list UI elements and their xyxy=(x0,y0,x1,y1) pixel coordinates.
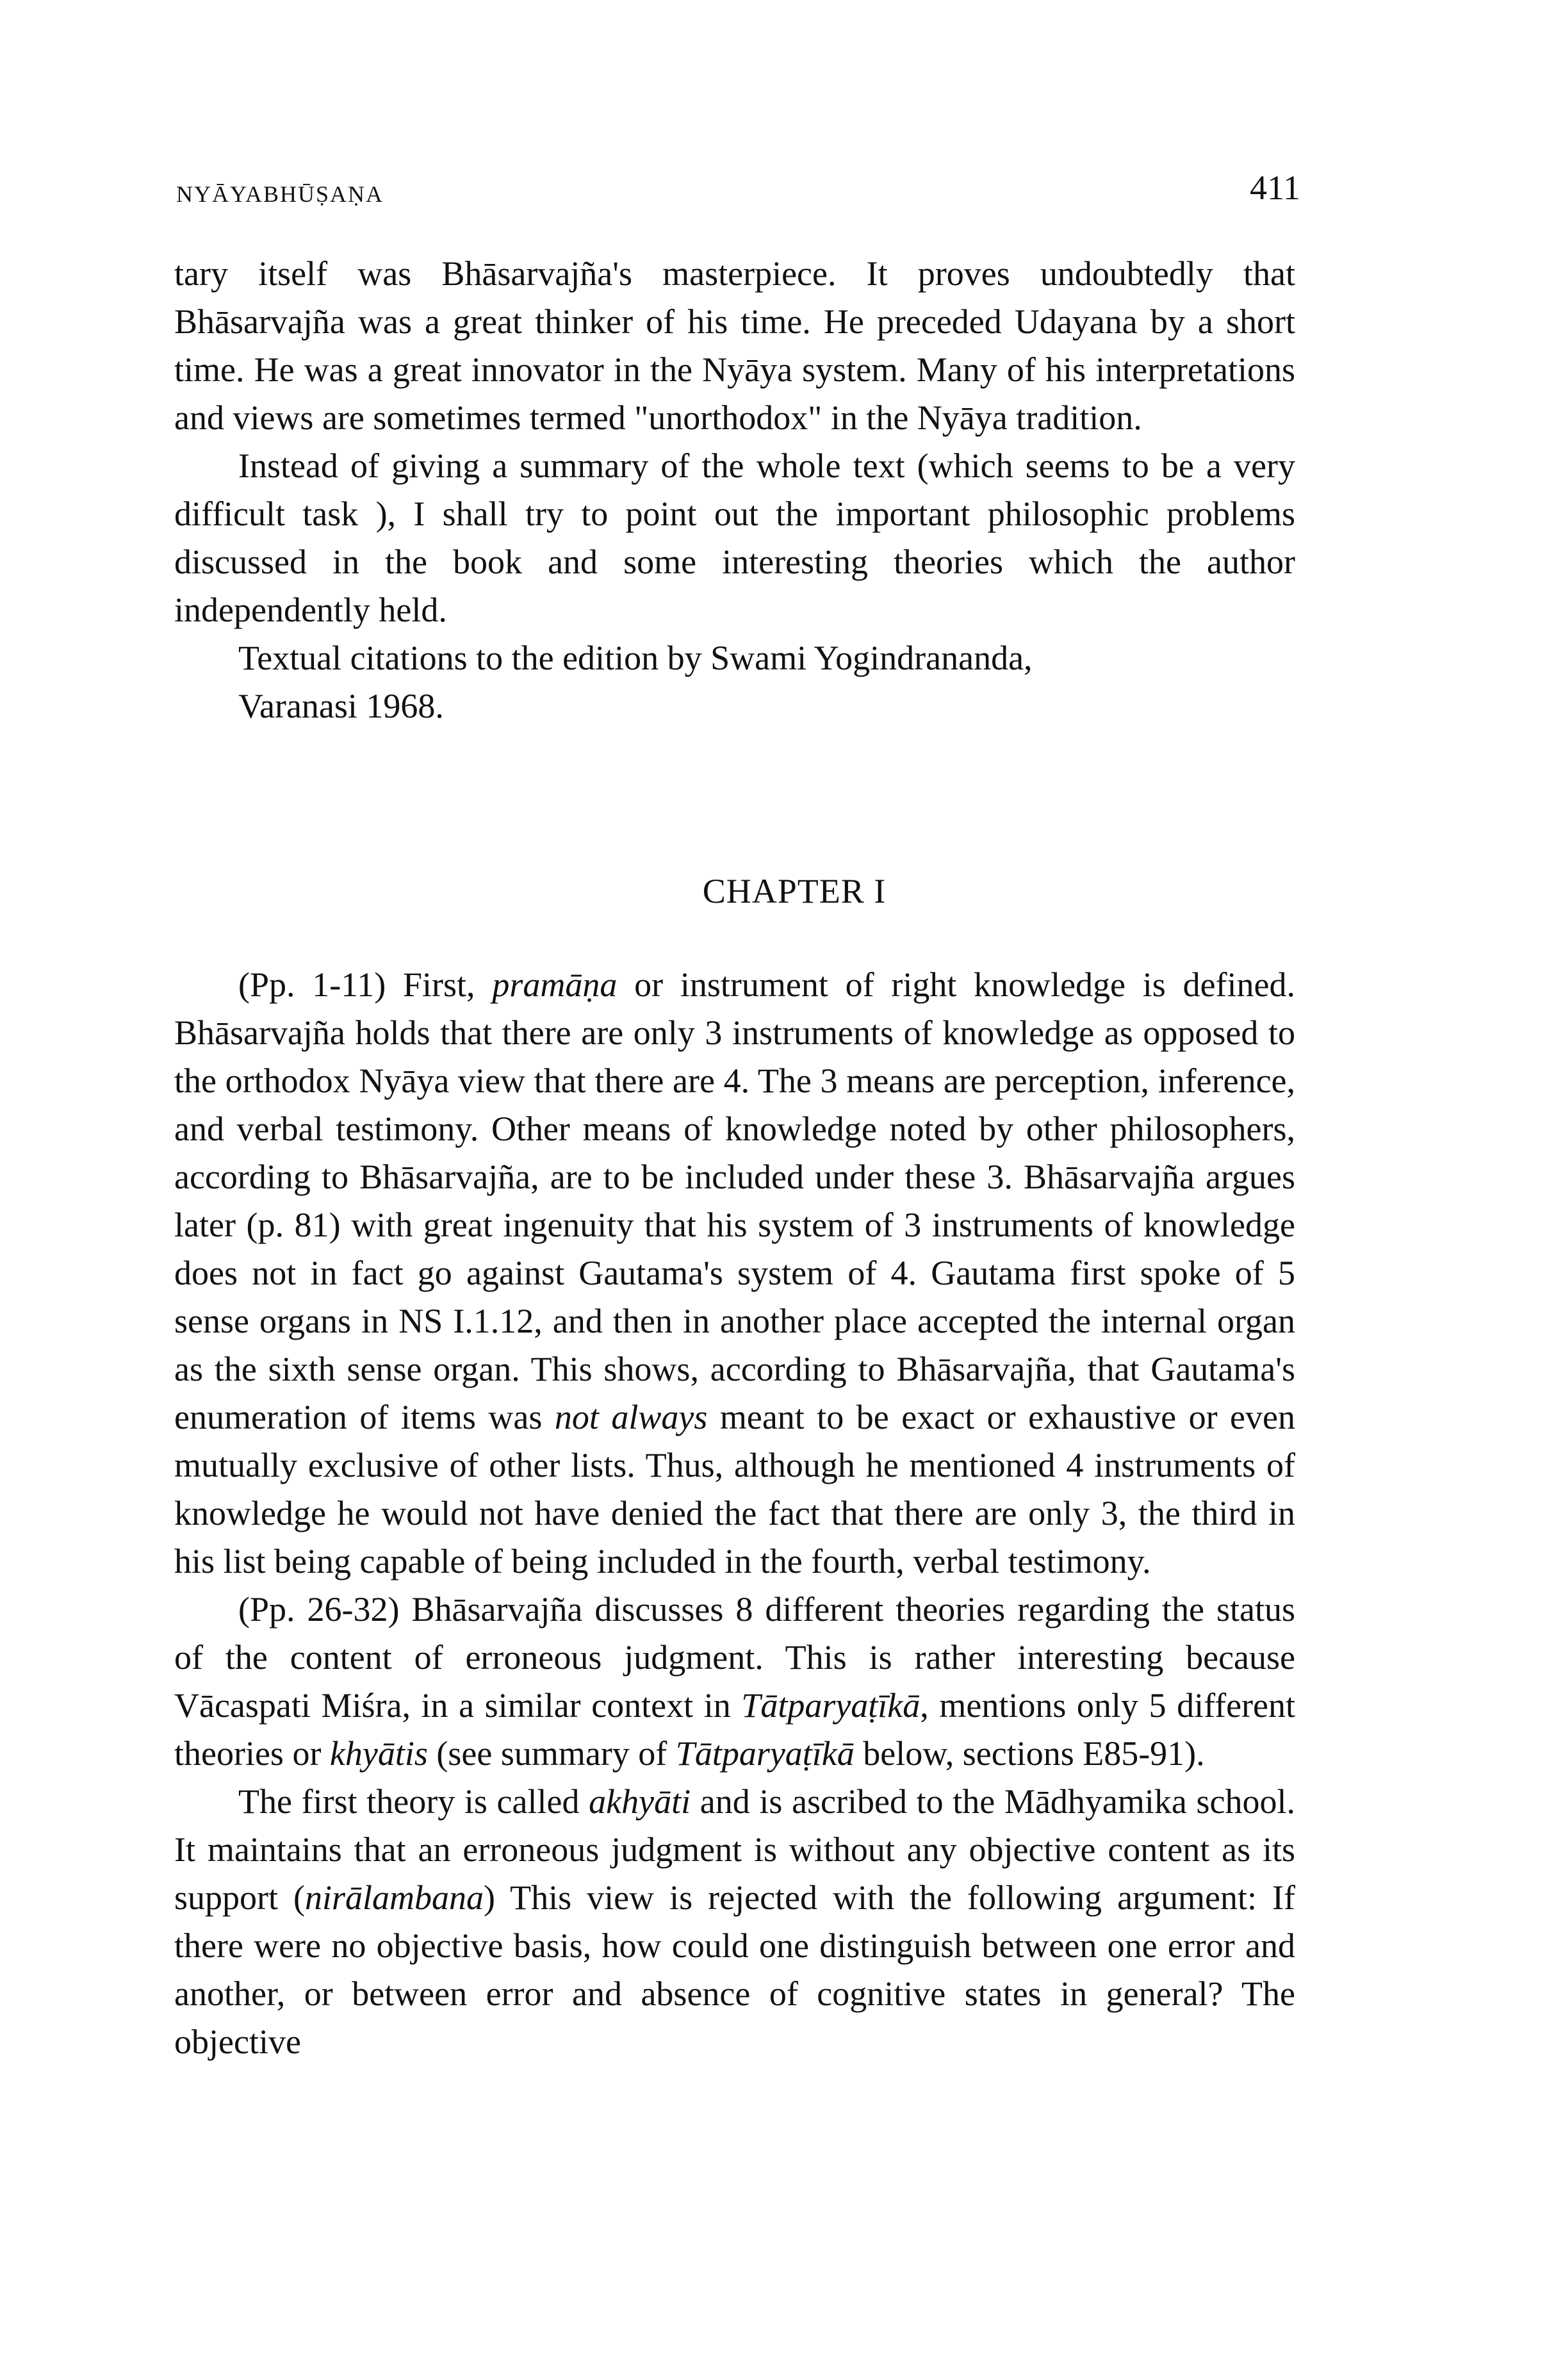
chapter-body xyxy=(174,961,1295,2066)
term-pramana: pramāṇa xyxy=(492,965,618,1004)
paragraph-pramana: (Pp. 1-11) First, pramāṇa or instrument of right knowledge is defined. Bhāsarvajña holds that there are only 3 instruments of knowledge as opposed to the orthodox Nyāya view that there are 4. The 3 means are perception, inference, and verbal testimony. Other means of knowledge noted by other philosophers, according to Bhāsarvajña, are to be included under these 3. Bhāsarvajña argues later (p. 81) with great ingenuity that his system of 3 instruments of knowledge does not in fact go against Gautama's system of 4. Gautama first spoke of 5 sense organs in NS I.1.12, and then in another place accepted the internal organ as the sixth sense organ. This shows, according to Bhāsarvajña, that Gautama's enumeration of items was not always meant to be exact or exhaustive or even mutually exclusive of other lists. Thus, although he mentioned 4 instruments of knowledge he would not have denied the fact that there are only 3, the third in his list being capable of being included in the fourth, verbal testimony. xyxy=(174,965,1295,1580)
paragraph-summary-intent: Instead of giving a summary of the whole text (which seems to be a very difficult task ), I shall try to point out the important philosophic problems discussed in the book and some interesting theories which the author independently held. xyxy=(174,447,1295,629)
paragraph-continuation: tary itself was Bhāsarvajña's masterpiece. It proves undoubtedly that Bhāsarvajña was a great thinker of his time. He preceded Udayana by a short time. He was a great innovator in the Nyāya system. Many of his interpretations and views are sometimes termed "unorthodox" in the Nyāya tradition. xyxy=(174,254,1295,437)
citation-line-1: Textual citations to the edition by Swami Yogindrananda, xyxy=(238,639,1033,677)
work-title-tatparyatika-2: Tātparyaṭīkā xyxy=(675,1734,855,1773)
term-khyatis: khyātis xyxy=(329,1734,428,1773)
term-akhyati: akhyāti xyxy=(589,1782,691,1821)
intro-section xyxy=(174,250,1295,730)
citation-line-2: Varanasi 1968. xyxy=(238,687,444,725)
work-title-tatparyatika: Tātparyaṭīkā xyxy=(741,1686,921,1725)
paragraph-akhyati: The first theory is called akhyāti and is ascribed to the Mādhyamika school. It maintains that an erroneous judgment is without any objective content as its support (nirālambana) This view is rejected with the following argument: If there were no objective basis, how could one distinguish between one error and another, or between error and absence of cognitive states in general? The objective xyxy=(174,1782,1296,2061)
term-niralambana: nirālambana xyxy=(305,1878,484,1917)
chapter-heading: CHAPTER I xyxy=(702,872,887,910)
paragraph-erroneous-judgment: (Pp. 26-32) Bhāsarvajña discusses 8 different theories regarding the status of the content of erroneous judgment. This is rather interesting because Vācaspati Miśra, in a similar context in Tātparyaṭīkā, mentions only 5 different theories or khyātis (see summary of Tātparyaṭīkā below, sections E85-91). xyxy=(174,1590,1295,1773)
emphasis-not-always: not always xyxy=(554,1398,708,1436)
paragraph-citation-note xyxy=(174,634,1295,730)
running-head: NYĀYABHŪṢAṆA xyxy=(176,181,384,207)
page-number: 411 xyxy=(1250,168,1300,207)
